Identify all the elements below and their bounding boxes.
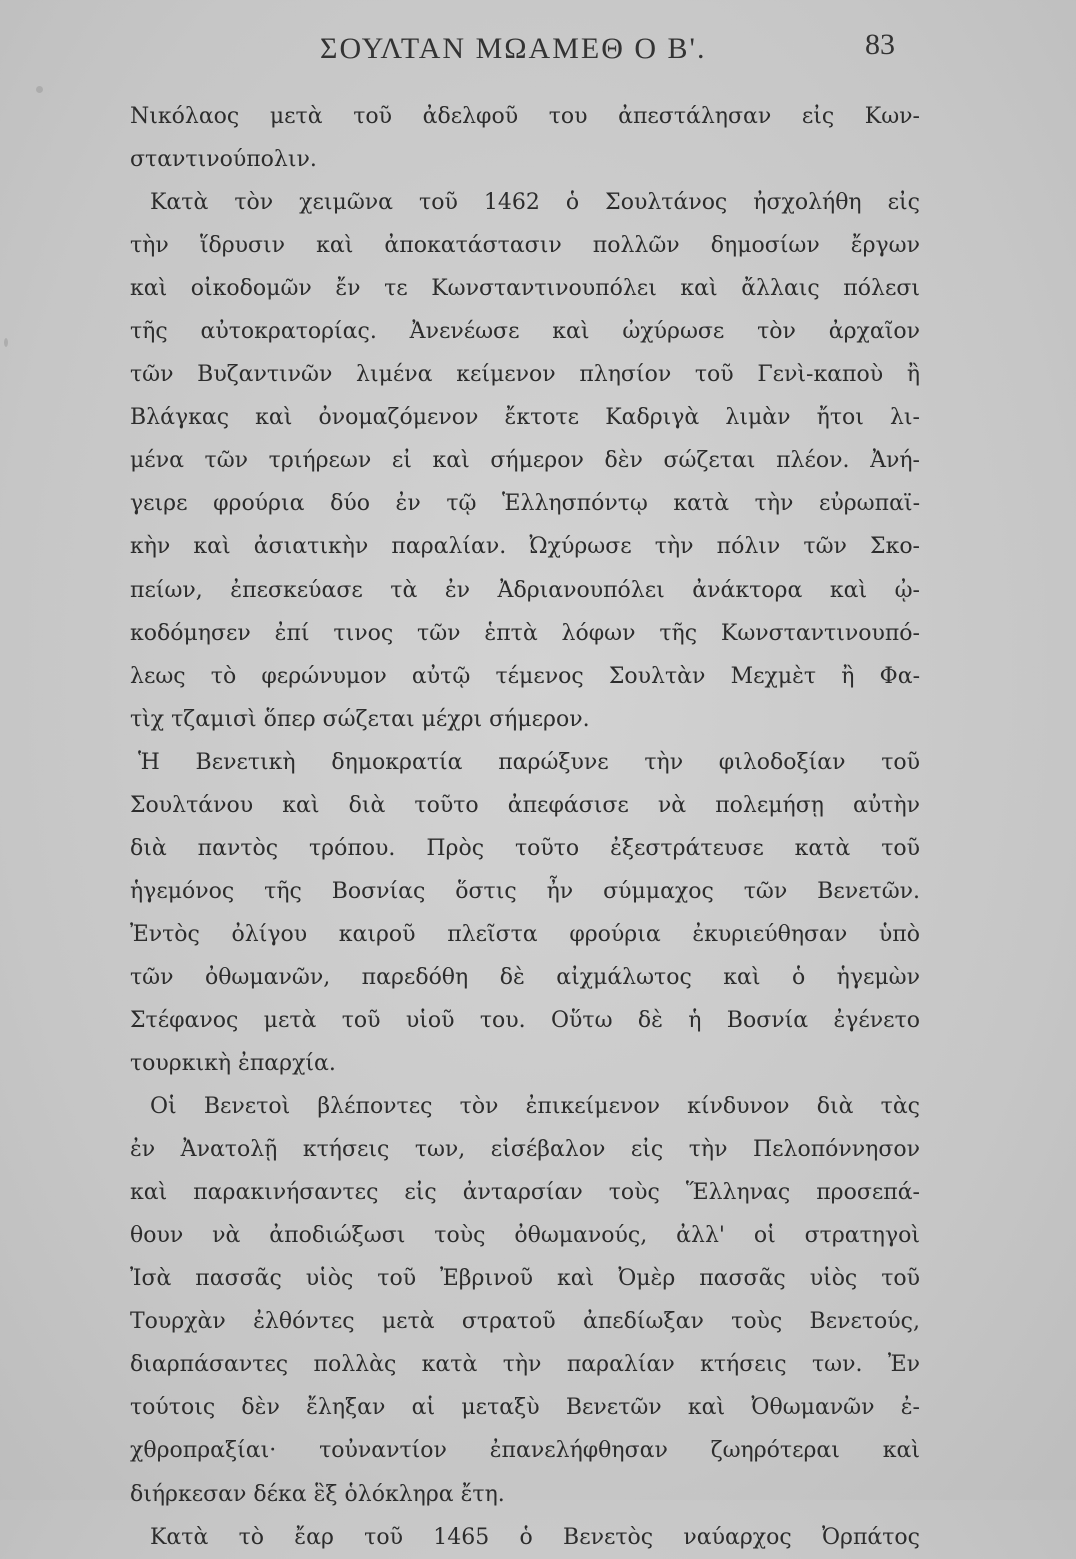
paper-blemish xyxy=(36,86,43,93)
text-line: λεως τὸ φερώνυμον αὐτῷ τέμενος Σουλτὰν Μεχμὲτ ἢ Φα- xyxy=(130,663,920,689)
text-line: διὰ παντὸς τρόπου. Πρὸς τοῦτο ἐξεστράτευσε κατὰ τοῦ xyxy=(130,835,920,861)
text-line: κοδόμησεν ἐπί τινος τῶν ἑπτὰ λόφων τῆς Κωνσταντινουπό- xyxy=(130,620,920,646)
paragraph-first-line: Κατὰ τὸ ἔαρ τοῦ 1465 ὁ Βενετὸς ναύαρχος Ὀρπάτος xyxy=(150,1524,920,1550)
text-line: Τουρχὰν ἐλθόντες μετὰ στρατοῦ ἀπεδίωξαν τοὺς Βενετούς, xyxy=(130,1309,920,1335)
text-line: διήρκεσαν δέκα ἓξ ὁλόκληρα ἔτη. xyxy=(130,1481,505,1507)
text-line: τούτοις δὲν ἔληξαν αἱ μεταξὺ Βενετῶν καὶ Ὀθωμανῶν ἐ- xyxy=(130,1395,920,1421)
text-line: σταντινούπολιν. xyxy=(130,147,317,173)
paragraph-first-line: Οἱ Βενετοὶ βλέποντες τὸν ἐπικείμενον κίνδυνον διὰ τὰς xyxy=(150,1094,920,1120)
text-line: Νικόλαος μετὰ τοῦ ἀδελφοῦ του ἀπεστάλησαν εἰς Κων- xyxy=(130,104,920,129)
text-line: ἡγεμόνος τῆς Βοσνίας ὅστις ἦν σύμμαχος τῶν Βενετῶν. xyxy=(130,878,920,904)
text-line: χθροπραξίαι· τοὐναντίον ἐπανελήφθησαν ζωηρότεραι καὶ xyxy=(130,1438,920,1464)
paper-blemish xyxy=(4,338,8,347)
paragraph-first-line: Ἡ Βενετικὴ δημοκρατία παρώξυνε τὴν φιλοδοξίαν τοῦ xyxy=(138,749,920,775)
text-line: μένα τῶν τριήρεων εἰ καὶ σήμερον δὲν σώζεται πλέον. Ἀνή- xyxy=(130,448,920,474)
page-number: 83 xyxy=(865,28,895,61)
page-header xyxy=(0,22,1076,72)
text-line: διαρπάσαντες πολλὰς κατὰ τὴν παραλίαν κτήσεις των. Ἐν xyxy=(130,1352,920,1378)
text-line: Βλάγκας καὶ ὀνομαζόμενον ἔκτοτε Καδριγὰ λιμὰν ἤτοι λι- xyxy=(130,405,920,431)
text-line: τὶχ τζαμισὶ ὅπερ σώζεται μέχρι σήμερον. xyxy=(130,706,590,732)
text-line: Στέφανος μετὰ τοῦ υἱοῦ του. Οὕτω δὲ ἡ Βοσνία ἐγένετο xyxy=(130,1007,920,1033)
text-line: Ἐντὸς ὀλίγου καιροῦ πλεῖστα φρούρια ἐκυριεύθησαν ὑπὸ xyxy=(130,921,920,947)
text-line: τῆς αὐτοκρατορίας. Ἀνενέωσε καὶ ὠχύρωσε τὸν ἀρχαῖον xyxy=(130,319,920,345)
text-line: τουρκικὴ ἐπαρχία. xyxy=(130,1051,336,1077)
text-line: τῶν ὀθωμανῶν, παρεδόθη δὲ αἰχμάλωτος καὶ ὁ ἡγεμὼν xyxy=(130,964,920,990)
text-line: τὴν ἵδρυσιν καὶ ἀποκατάστασιν πολλῶν δημοσίων ἔργων xyxy=(130,233,920,259)
text-line: κὴν καὶ ἀσιατικὴν παραλίαν. Ὠχύρωσε τὴν πόλιν τῶν Σκο- xyxy=(130,534,920,560)
text-line: ἐν Ἀνατολῇ κτήσεις των, εἰσέβαλον εἰς τὴν Πελοπόννησον xyxy=(130,1137,920,1163)
running-title: ΣΟΥΛΤΑΝ ΜΩΑΜΕΘ Ο Β'. xyxy=(320,32,707,65)
text-line: θουν νὰ ἀποδιώξωσι τοὺς ὀθωμανούς, ἀλλ' οἱ στρατηγοὶ xyxy=(130,1223,920,1249)
text-line: πείων, ἐπεσκεύασε τὰ ἐν Ἀδριανουπόλει ἀνάκτορα καὶ ᾠ- xyxy=(130,577,920,603)
body-text xyxy=(130,95,920,1559)
text-line: καὶ παρακινήσαντες εἰς ἀνταρσίαν τοὺς Ἕλληνας προσεπά- xyxy=(130,1180,920,1206)
text-line: Σουλτάνου καὶ διὰ τοῦτο ἀπεφάσισε νὰ πολεμήσῃ αὐτὴν xyxy=(130,792,920,818)
paragraph-first-line: Κατὰ τὸν χειμῶνα τοῦ 1462 ὁ Σουλτάνος ἠσχολήθη εἰς xyxy=(150,190,920,216)
text-line: Ἰσὰ πασσᾶς υἱὸς τοῦ Ἐβρινοῦ καὶ Ὀμὲρ πασσᾶς υἱὸς τοῦ xyxy=(130,1266,920,1292)
text-line: τῶν Βυζαντινῶν λιμένα κείμενον πλησίον τοῦ Γενὶ-καποὺ ἢ xyxy=(130,362,920,388)
text-line: καὶ οἰκοδομῶν ἔν τε Κωνσταντινουπόλει καὶ ἄλλαις πόλεσι xyxy=(130,276,920,302)
text-line: γειρε φρούρια δύο ἐν τῷ Ἑλλησπόντῳ κατὰ τὴν εὐρωπαϊ- xyxy=(130,491,920,517)
